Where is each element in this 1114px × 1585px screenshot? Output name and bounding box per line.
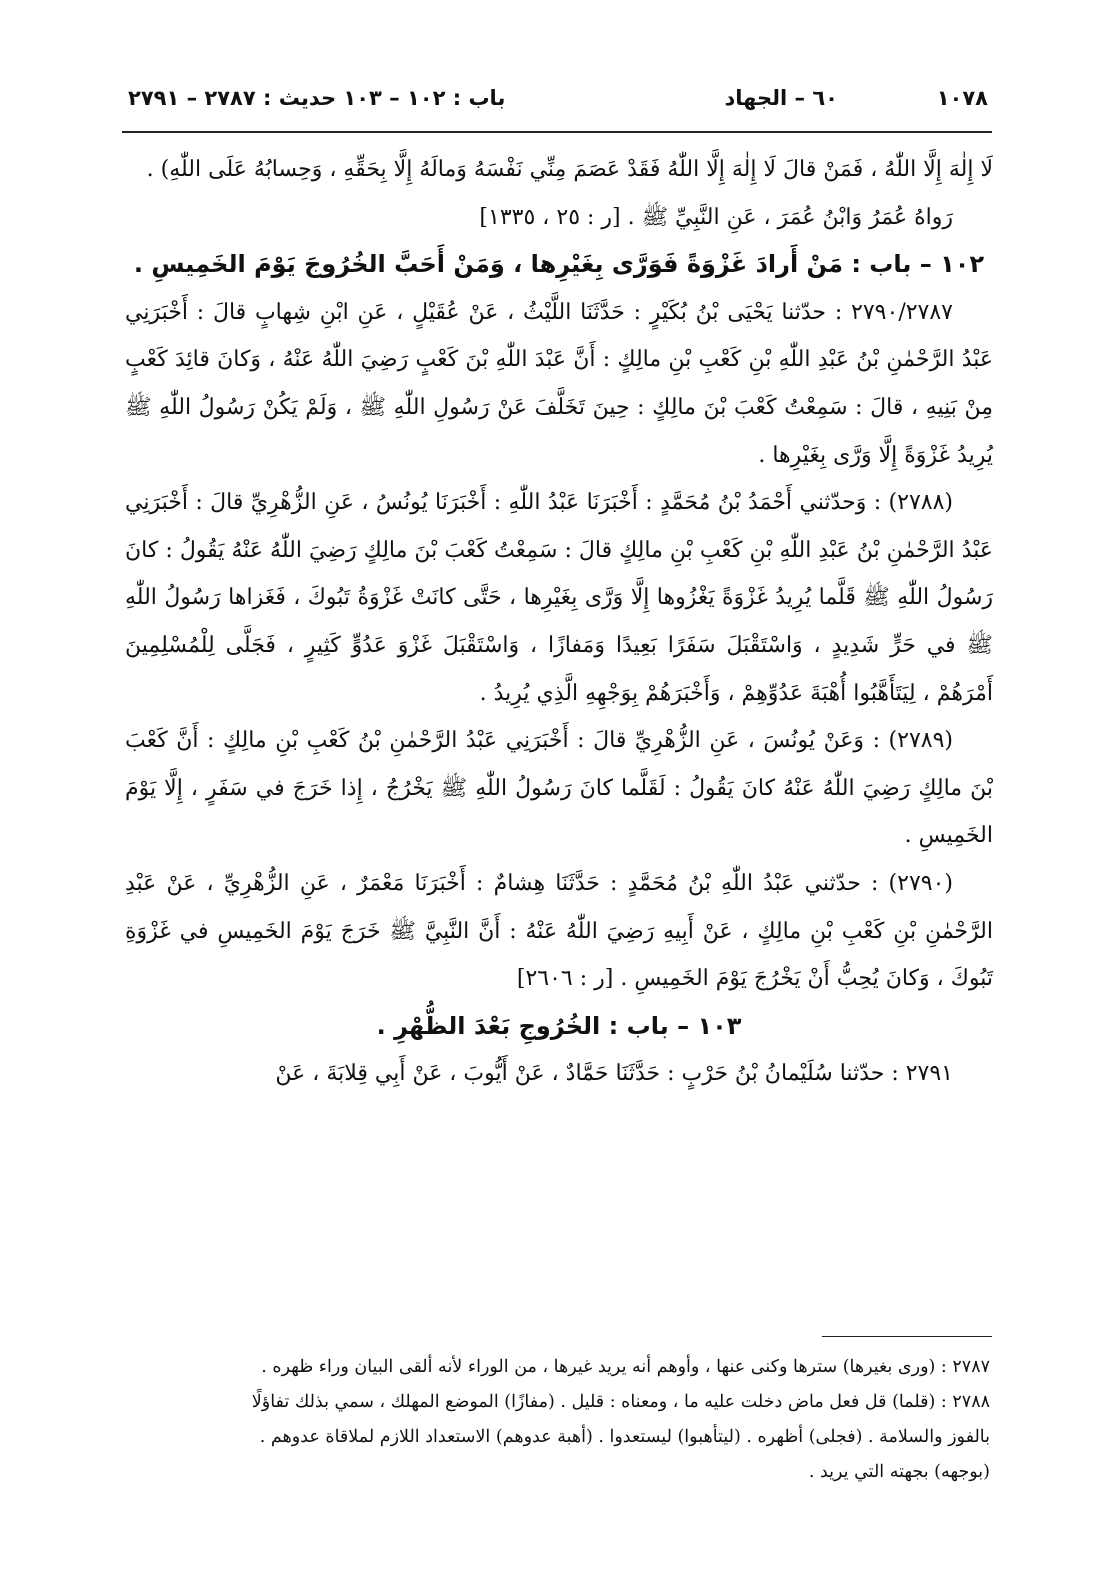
chapter-title: ٦٠ – الجهاد	[724, 86, 838, 110]
footnote-2788-line3: (بوجهه) بجهته التي يريد .	[808, 1462, 990, 1482]
footnote-2788-line2: بالفوز والسلامة . (فجلى) أظهره . (ليتأهبوا) ليستعدوا . (أهبة عدوهم) الاستعداد اللازم لملاقاة عدوهم .	[259, 1427, 990, 1447]
footnotes	[120, 1350, 990, 1490]
chapter-heading-103: ١٠٣ – باب : الخُرُوجِ بَعْدَ الظُّهْرِ .	[376, 1011, 742, 1040]
footnote-2787: ٢٧٨٧ : (ورى بغيرها) سترها وكنى عنها ، وأوهم أنه يريد غيرها ، من الوراء لأنه ألقى البيان وراء ظهره .	[261, 1357, 990, 1377]
chapter-hadith-range: باب : ١٠٢ – ١٠٣ حديث : ٢٧٨٧ – ٢٧٩١	[128, 86, 506, 110]
hadith-2790: (٢٧٩٠) : حدّثني عَبْدُ اللّٰهِ بْنُ مُحَمَّدٍ : حَدَّثَنَا هِشامٌ : أَخْبَرَنَا مَعْمَرٌ ، عَنِ الزُّهْرِيِّ ، عَنْ عَبْدِ الرَّحْمٰنِ بْنِ كَعْبِ بْنِ مالِكٍ ، عَنْ أَبِيهِ رَضِيَ اللّٰهُ عَنْهُ : أَنَّ النَّبِيَّ ﷺ خَرَجَ يَوْمَ الخَمِيسِ في غَزْوَةِ تَبُوكَ ، وَكانَ يُحِبُّ أَنْ يَخْرُجَ يَوْمَ الخَمِيسِ . [ر : ٢٦٠٦]	[125, 870, 993, 992]
hadith-continuation: لَا إِلٰهَ إِلَّا اللّٰهُ ، فَمَنْ قالَ لَا إِلٰهَ إِلَّا اللّٰهُ فَقَدْ عَصَمَ مِنِّي نَفْسَهُ وَمالَهُ إِلَّا بِحَقِّهِ ، وَحِسابُهُ عَلَى اللّٰهِ) .	[146, 157, 993, 182]
main-text	[125, 146, 993, 1098]
footnote-2788-line1: ٢٧٨٨ : (قلما) قل فعل ماض دخلت عليه ما ، ومعناه : قليل . (مفازًا) الموضع المهلك ، سمي بذلك تفاؤلًا	[251, 1392, 990, 1412]
chapter-heading-102: ١٠٢ – باب : مَنْ أَرادَ غَزْوَةً فَوَرَّى بِغَيْرِها ، وَمَنْ أَحَبَّ الخُرُوجَ يَوْمَ الخَمِيسِ .	[133, 250, 985, 279]
hadith-2791: ٢٧٩١ : حدّثنا سُلَيْمانُ بْنُ حَرْبٍ : حَدَّثَنَا حَمَّادٌ ، عَنْ أَيُّوبَ ، عَنْ أَبِي قِلابَةَ ، عَنْ	[275, 1061, 953, 1087]
page-number: ١٠٧٨	[936, 86, 988, 110]
hadith-2788: (٢٧٨٨) : وَحدّثني أَحْمَدُ بْنُ مُحَمَّدٍ : أَخْبَرَنَا عَبْدُ اللّٰهِ : أَخْبَرَنَا يُونُسُ ، عَنِ الزُّهْرِيِّ قالَ : أَخْبَرَنِي عَبْدُ الرَّحْمٰنِ بْنُ عَبْدِ اللّٰهِ بْنِ كَعْبِ بْنِ مالِكٍ قالَ : سَمِعْتُ كَعْبَ بْنَ مالِكٍ رَضِيَ اللّٰهُ عَنْهُ يَقُولُ : كانَ رَسُولُ اللّٰهِ ﷺ قَلَّما يُرِيدُ غَزْوَةً يَغْزُوها إِلَّا وَرَّى بِغَيْرِها ، حَتَّى كانَتْ غَزْوَةُ تَبُوكَ ، فَغَزاها رَسُولُ اللّٰهِ ﷺ في حَرٍّ شَدِيدٍ ، وَاسْتَقْبَلَ سَفَرًا بَعِيدًا وَمَفازًا ، وَاسْتَقْبَلَ غَزْوَ عَدُوٍّ كَثِيرٍ ، فَجَلَّى لِلْمُسْلِمِينَ أَمْرَهُمْ ، لِيَتَأَهَّبُوا أُهْبَةَ عَدُوِّهِمْ ، وَأَخْبَرَهُمْ بِوَجْهِهِ الَّذِي يُرِيدُ .	[125, 490, 993, 706]
hadith-2789: (٢٧٨٩) : وَعَنْ يُونُسَ ، عَنِ الزُّهْرِيِّ قالَ : أَخْبَرَنِي عَبْدُ الرَّحْمٰنِ بْنُ كَعْبِ بْنِ مالِكٍ : أَنَّ كَعْبَ بْنَ مالِكٍ رَضِيَ اللّٰهُ عَنْهُ كانَ يَقُولُ : لَقَلَّما كانَ رَسُولُ اللّٰهِ ﷺ يَخْرُجُ ، إِذا خَرَجَ في سَفَرٍ ، إِلَّا يَوْمَ الخَمِيسِ .	[125, 728, 993, 849]
header-rule	[122, 131, 992, 133]
running-header	[128, 86, 988, 118]
hadith-2787: ٢٧٩٠/٢٧٨٧ : حدّثنا يَحْيَى بْنُ بُكَيْرٍ : حَدَّثَنَا اللَّيْثُ ، عَنْ عُقَيْلٍ ، عَنِ ابْنِ شِهابٍ قالَ : أَخْبَرَنِي عَبْدُ الرَّحْمٰنِ بْنُ عَبْدِ اللّٰهِ بْنِ كَعْبِ بْنِ مالِكٍ : أَنَّ عَبْدَ اللّٰهِ بْنَ كَعْبٍ رَضِيَ اللّٰهُ عَنْهُ ، وَكانَ قائِدَ كَعْبٍ مِنْ بَنِيهِ ، قالَ : سَمِعْتُ كَعْبَ بْنَ مالِكٍ : حِينَ تَخَلَّفَ عَنْ رَسُولِ اللّٰهِ ﷺ ، وَلَمْ يَكُنْ رَسُولُ اللّٰهِ ﷺ يُرِيدُ غَزْوَةً إِلَّا وَرَّى بِغَيْرِها .	[125, 299, 993, 468]
narration-note: رَواهُ عُمَرُ وَابْنُ عُمَرَ ، عَنِ النَّبِيِّ ﷺ . [ر : ٢٥ ، ١٣٣٥]	[479, 204, 953, 230]
footnote-rule	[822, 1336, 992, 1337]
